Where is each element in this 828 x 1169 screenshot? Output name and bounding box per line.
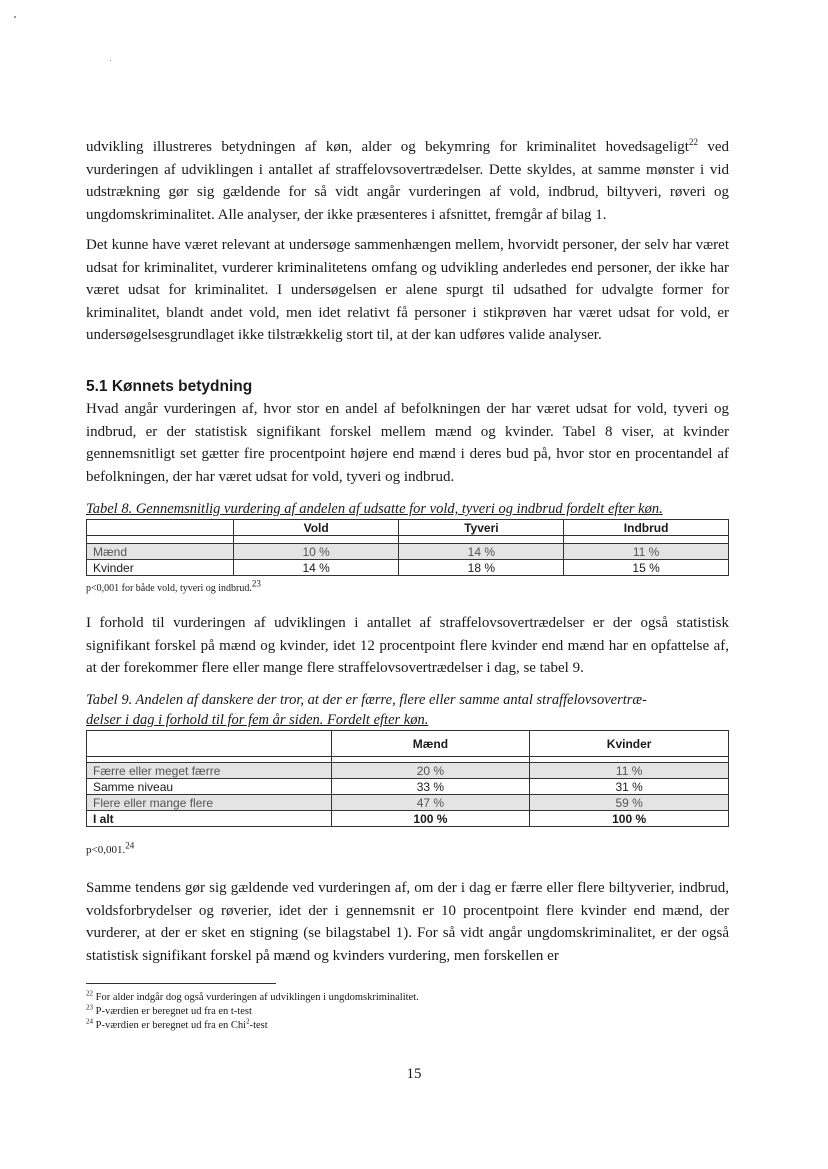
section-heading: 5.1 Kønnets betydning [86,378,253,395]
table8-caption: Tabel 8. Gennemsnitlig vurdering af andelen af udsatte for vold, tyveri og indbrud fordelt efter køn. [86,501,663,517]
table8-header-row [87,520,729,536]
table8-header-vold: Vold [233,520,399,536]
paragraph-4: I forhold til vurderingen af udviklingen i antallet af straffelovsovertrædelser er der også statistisk signifikant forskel på mænd og kvinder, idet 12 procentpoint flere kvinder end mænd har en opfattelse af, at der forekommer flere eller mange flere straffelovsovertrædelser i dag, se tabel 9. [86,615,729,676]
table-row: Færre eller meget færre 20 % 11 % [87,763,729,779]
table-row: Mænd 10 % 14 % 11 % [87,544,729,560]
footnote-23: $^{23}$ P-værdien er beregnet ud fra en t-test [86,1003,252,1017]
paragraph-1: udvikling illustreres betydningen af køn, alder og bekymring for kriminalitet hovedsageligt$^{22}$ ved vurderingen af udviklingen i antallet af straffelovsovertrædelser. Dette skyldes, at samme mønster i vid udstrækning gør sig gældende for så vidt angår vurderingen af vold, indbrud, biltyveri, røveri og ungdomskriminalitet. Alle analyser, der ikke præsenteres i afsnittet, fremgår af bilag 1. [86,137,729,223]
scan-speck [14,16,16,18]
scan-speck [110,60,111,61]
table-8 [86,519,729,576]
footnote-24: $^{24}$ P-værdien er beregnet ud fra en Chi$^2$-test [86,1017,268,1031]
table8-header-indbrud: Indbrud [564,520,729,536]
footnote-22: $^{22}$ For alder indgår dog også vurderingen af udviklingen i ungdomskriminalitet. [86,989,419,1003]
table9-header-row [87,731,729,757]
paragraph-2: Det kunne have været relevant at undersøge sammenhængen mellem, hvorvidt personer, der selv har været udsat for kriminalitet, vurderer kriminalitetens omfang og udvikling anderledes end personer, der ikke har været udsat for kriminalitet. I undersøgelsen er alene spurgt til udsathed for udvalgte former for kriminalitet, blandt andet vold, men idet relativt få personer i stikprøven har været udsat for vold, er undersøgelsesgrundlaget ikke tilstrækkelig stort til, at der kan udføres valide analyser. [86,237,729,343]
paragraph-5: Samme tendens gør sig gældende ved vurderingen af, om der i dag er færre eller flere biltyverier, indbrud, voldsforbrydelser og røverier, idet der i gennemsnit er 10 procentpoint flere kvinder end mænd, der vurderer, at der er sket en stigning (se bilagstabel 1). For så vidt angår ungdomskriminalitet, er der også statistisk signifikant forskel på mænd og kvinders vurdering, men forskellen er [86,880,729,964]
footnote-divider [86,983,276,984]
table9-header-maend: Mænd [331,731,530,757]
table-row: Samme niveau 33 % 31 % [87,779,729,795]
table-row-total: I alt 100 % 100 % [87,811,729,827]
table-row: Flere eller mange flere 47 % 59 % [87,795,729,811]
table9-caption: Tabel 9. Andelen af danskere der tror, at der er færre, flere eller samme antal straffelovsovertræ- delser i dag i forhold til for fem år siden. Fordelt efter køn. [86,692,647,728]
page-number: 15 [406,1066,422,1082]
table9-note: p<0,001.24 [86,840,135,856]
table-row: Kvinder 14 % 18 % 15 % [87,560,729,576]
table-9 [86,730,729,827]
footnote-ref-22: 22 [688,137,698,147]
paragraph-3: Hvad angår vurderingen af, hvor stor en andel af befolkningen der har været udsat for vold, tyveri og indbrud, er der statistisk signifikant forskel mellem mænd og kvinder. Tabel 8 viser, at kvinder gennemsnitligt set gætter fire procentpoint højere end mænd i deres bud på, hvor stor en procentandel af befolkningen, der har været udsat for vold, tyveri og indbrud. [86,401,729,485]
table8-note: p<0,001 for både vold, tyveri og indbrud.$^{23}$ [86,578,261,594]
table8-spacer-row [87,536,729,544]
table8-header-tyveri: Tyveri [399,520,564,536]
table9-header-kvinder: Kvinder [530,731,729,757]
